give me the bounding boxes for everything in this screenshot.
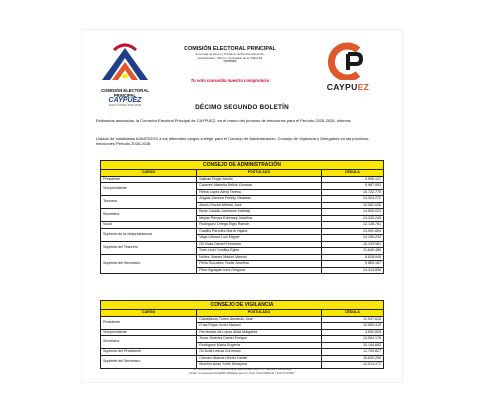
table-row: Moreles Arias Yrelis Morayma 10.014.272 [101, 362, 384, 369]
footer-contact: Av. 23 de Enero, C.C. Doña Brisda, planta baja, local Nº3, Barinas - Venezuela Email: comisionelectoral2025.2028@gmail.com Telfs: 0414 5695416 / 0414 5732687 [189, 367, 295, 375]
table-row: Secretario Tovar Jiménez Daniel Enrique 13.594.178 [101, 336, 384, 343]
table-row: Suplente del Secretario Cárnaro Abarca Héctor Daniel 16.639.250 [101, 355, 384, 362]
column-header-postulado: POSTULADO [197, 170, 322, 177]
column-header-cargo: CARGO [101, 310, 197, 317]
table-row: Vicepresidente Fernández de López Alida Margarita 3.592.829 [101, 329, 384, 336]
right-logo-caption: CAYPUEZ [326, 82, 370, 92]
table-row: Suplente de la vicepresidencia Castillo Paredes María Yajaira 13.091.854 [101, 228, 384, 235]
column-header-postulado: POSTULADO [197, 310, 322, 317]
vigilance-council-table [100, 300, 384, 369]
table-row: Suplente del Tesorero Gil Vivas Daniel Fernando 15.139.981 [101, 241, 384, 248]
table-row: Tesorero Angola Zamora Freddy Oswaldo 14.324.272 [101, 196, 384, 203]
admin-council-table [100, 160, 384, 274]
table-row: Presidente Castellanos Torres Armando José 12.937.615 [101, 316, 384, 323]
header-subtitle: de la Caja de Ahorro y Préstamo del Personal Docente, Administrativo, Obrero y Contratado de la UNELLEZ CAYPUEZ [195, 52, 265, 64]
admin-council-title: CONSEJO DE ADMINISTRACIÓN [101, 161, 384, 170]
table-row: Presidente Salinas Roger Adolfo 9.995.127 [101, 176, 384, 183]
candidates-intro-paragraph: Listado de candidatos ADMITIDOS a los diferentes cargos a elegir para el Consejo de Administración, Consejo de Vigilancia y Delegados en las próximas elecciones Período 2025-2028 [96, 136, 369, 146]
column-header-cedula: CÉDULA [321, 310, 383, 317]
intro-paragraph: Estimados asociados, la Comisión Electoral Principal de CAYPUEZ, en el marco del proceso de elecciones para el Período 2025-2028, informa: [96, 118, 352, 123]
caypuez-logo-icon [322, 42, 372, 80]
bulletin-title: DÉCIMO SEGUNDO BOLETÍN [195, 104, 289, 111]
table-row: Vocal Rodríguez Ortega Elgio Ramón 12.138.761 [101, 222, 384, 229]
table-row: Alzuru Rocha Alfredo José 10.562.026 [101, 202, 384, 209]
bulletin-page [82, 30, 402, 382]
table-row: Vega Ulbucci Luis Miguel 14.190.293 [101, 235, 384, 242]
table-row: Soto León Yumilka Eglee 11.640.485 [101, 248, 384, 255]
header-slogan: Tu voto consolida nuestro compromiso [190, 78, 270, 83]
table-row: Secretario Bone Castillo Joshanne Nathaly 14.550.022 [101, 209, 384, 216]
table-row: Peña González Yoelis Josefina 9.869.167 [101, 261, 384, 268]
column-header-cargo: CARGO [101, 170, 197, 177]
left-logo-caption: COMISIÓN ELECTORAL PRINCIPAL CAYPUEZ ELECCIONES 2025-2028 [101, 88, 149, 107]
column-header-cedula: CÉDULA [321, 170, 383, 177]
table-row: Reina López Alexy Teresa 10.722.770 [101, 189, 384, 196]
table-row: Pinto Aguayán Inés Gregoria 14.413.859 [101, 267, 384, 274]
vigilance-council-title: CONSEJO DE VIGILANCIA [101, 301, 384, 310]
comision-electoral-logo-icon [96, 42, 154, 84]
table-row: Frías Rojas Víctor Manuel 10.559.419 [101, 323, 384, 330]
table-row: Mejías Perosa Edumary Josefina 14.325.249 [101, 215, 384, 222]
header-title: COMISIÓN ELECTORAL PRINCIPAL [184, 46, 276, 52]
table-row: Rodríguez María Eugenia 15.144.683 [101, 342, 384, 349]
table-row: Vicepresidente Cáceres Misterlia Belkis Xiomara 9.987.903 [101, 183, 384, 190]
table-row: Suplente del Secretario Núñez Joanes Marlon Manuel 8.628.949 [101, 254, 384, 261]
table-row: Suplente del Presidente Gil Ávila Leticia Coromoto 11.709.827 [101, 349, 384, 356]
